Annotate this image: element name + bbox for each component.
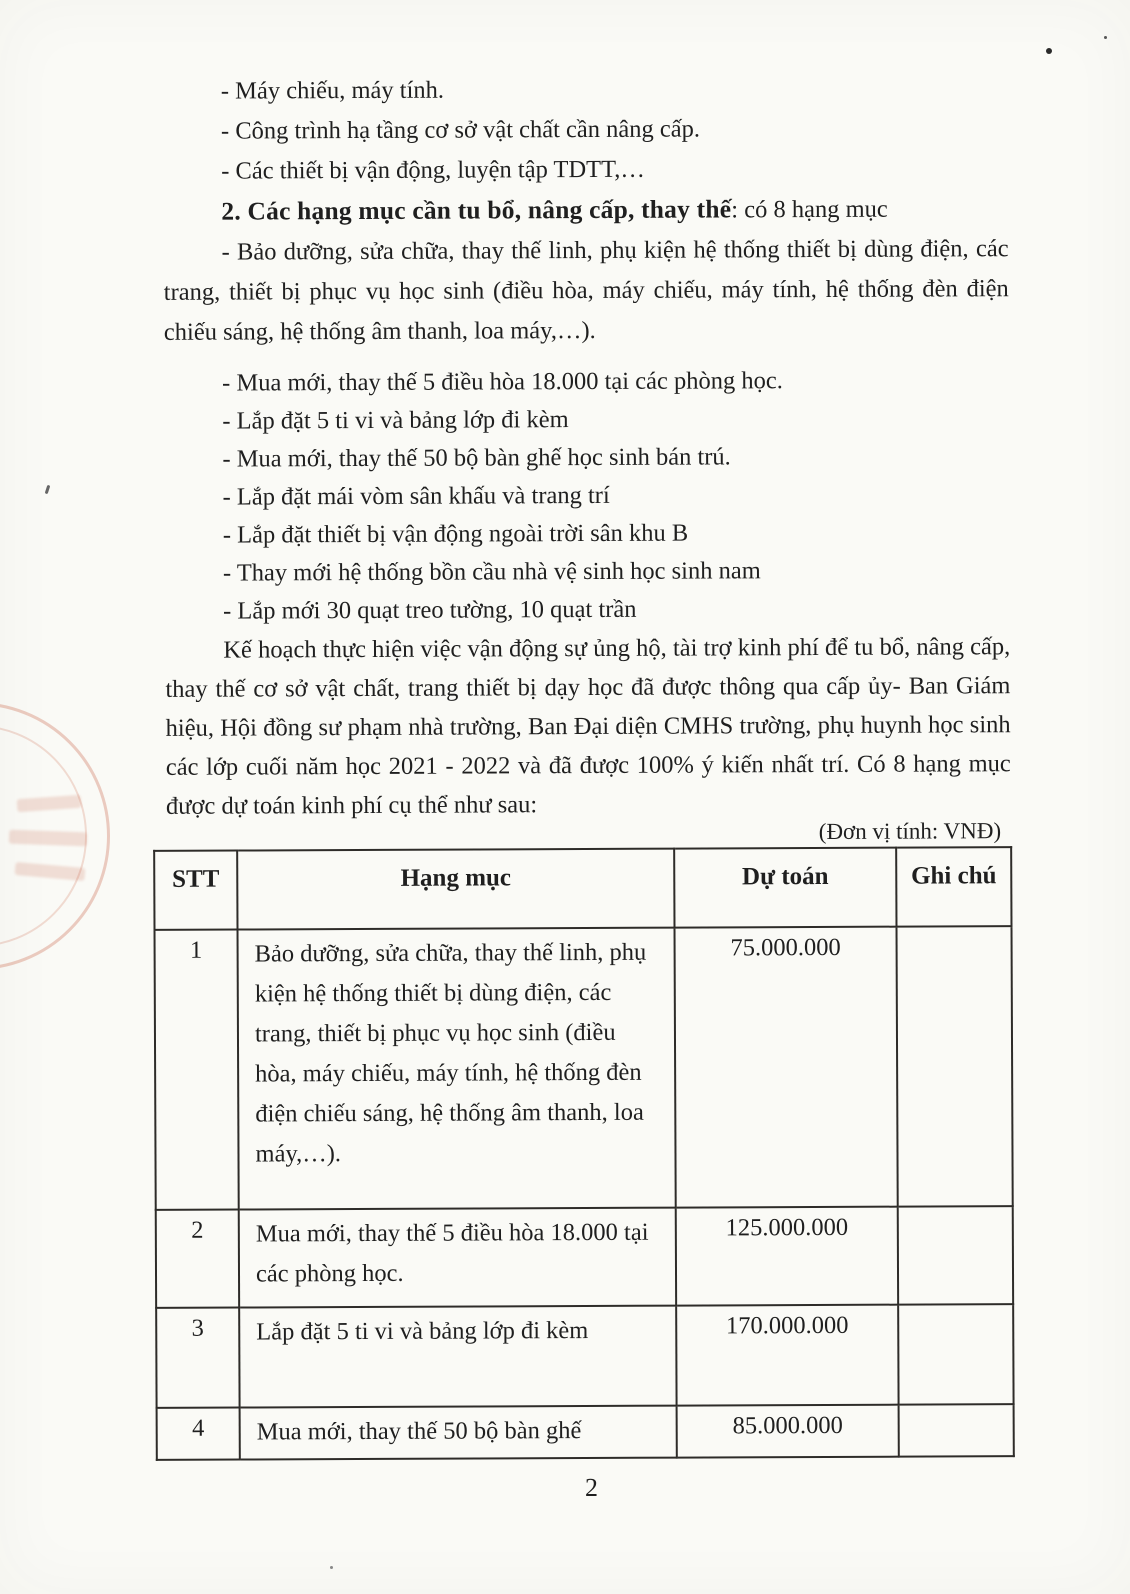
cell-ghi-chu [898, 1206, 1013, 1305]
cell-du-toan: 75.000.000 [675, 927, 898, 1208]
cell-stt: 1 [155, 930, 239, 1210]
bullet-line: - Lắp đặt thiết bị vận động ngoài trời sân khu B [222, 519, 689, 549]
section-heading-rest: : có 8 hạng mục [731, 195, 888, 224]
stamp-text-fragment [9, 830, 87, 847]
cell-hang-muc: Mua mới, thay thế 5 điều hòa 18.000 tại các phòng học. [239, 1208, 676, 1308]
bullet-line: - Mua mới, thay thế 5 điều hòa 18.000 tại các phòng học. [222, 367, 783, 397]
section-heading [163, 188, 1008, 233]
section-heading-bold: 2. Các hạng mục cần tu bổ, nâng cấp, thay thế [221, 194, 732, 226]
cell-stt: 4 [157, 1408, 240, 1460]
column-header-ghi-chu: Ghi chú [896, 847, 1011, 927]
bullet-list-items [164, 361, 1010, 631]
cell-ghi-chu [899, 1404, 1014, 1457]
scan-speck [45, 485, 51, 494]
cell-hang-muc: Bảo dưỡng, sửa chữa, thay thế linh, phụ kiện hệ thống thiết bị dùng điện, các trang, thiết bị phục vụ học sinh (điều hòa, máy chiếu, máy tính, hệ thống đèn điện chiếu sáng, hệ thống âm thanh, loa máy,…). [238, 928, 676, 1210]
bullet-list-equipment [162, 0, 1008, 192]
column-header-hang-muc: Hạng mục [237, 849, 674, 930]
bullet-line: - Lắp mới 30 quạt treo tường, 10 quạt trần [223, 595, 637, 625]
currency-unit-note: (Đơn vị tính: VNĐ) [818, 818, 1002, 844]
bullet-line: - Lắp đặt 5 ti vi và bảng lớp đi kèm [222, 406, 569, 435]
cell-du-toan: 125.000.000 [676, 1207, 898, 1306]
bullet-line: - Máy chiếu, máy tính. [220, 76, 445, 105]
table-row [156, 1206, 1013, 1308]
scan-speck [330, 1566, 333, 1569]
paragraph-plan: Kế hoạch thực hiện việc vận động sự ủng hộ, tài trợ kinh phí để tu bổ, nâng cấp, thay thế cơ sở vật chất, trang thiết bị dạy học đã được thông qua cấp ủy- Ban Giám hiệu, Hội đồng sư phạm nhà trường, Ban Đại diện CMHS trường, phụ huynh học sinh các lớp cuối năm học 2021 - 2022 và đã được 100% ý kiến nhất trí. Có 8 hạng mục được dự toán kinh phí cụ thể như sau: [165, 633, 1011, 820]
cell-ghi-chu [898, 1304, 1013, 1405]
scan-speck [1104, 36, 1107, 39]
cell-stt: 2 [156, 1210, 239, 1308]
table-row [156, 1304, 1013, 1408]
table-row [157, 1404, 1014, 1460]
document-content [162, 0, 1013, 1503]
budget-table [153, 846, 1015, 1461]
cell-du-toan: 170.000.000 [676, 1305, 898, 1406]
stamp-text-fragment [15, 862, 86, 881]
table-header-row [154, 847, 1011, 930]
cell-ghi-chu [896, 926, 1012, 1206]
scan-speck [1046, 48, 1052, 54]
bullet-line: - Công trình hạ tầng cơ sở vật chất cần nâng cấp. [220, 115, 701, 145]
bullet-line: - Mua mới, thay thế 50 bộ bàn ghế học sinh bán trú. [222, 443, 731, 473]
paragraph-maintenance: - Bảo dưỡng, sửa chữa, thay thế linh, phụ kiện hệ thống thiết bị dùng điện, các trang, thiết bị phục vụ học sinh (điều hòa, máy chiếu, máy tính, hệ thống đèn điện chiếu sáng, hệ thống âm thanh, loa máy,…). [163, 235, 1009, 346]
cell-hang-muc: Mua mới, thay thế 50 bộ bàn ghế [240, 1406, 677, 1460]
cell-stt: 3 [156, 1308, 239, 1408]
bullet-line: - Lắp đặt mái vòm sân khấu và trang trí [222, 481, 610, 511]
column-header-stt: STT [154, 851, 237, 930]
column-header-du-toan: Dự toán [674, 848, 896, 928]
cell-hang-muc: Lắp đặt 5 ti vi và bảng lớp đi kèm [239, 1306, 676, 1408]
official-stamp [0, 702, 110, 970]
table-row [155, 926, 1013, 1210]
cell-du-toan: 85.000.000 [677, 1405, 899, 1458]
page-number: 2 [584, 1472, 599, 1503]
bullet-line: - Thay mới hệ thống bồn cầu nhà vệ sinh học sinh nam [222, 557, 761, 587]
stamp-text-fragment [17, 795, 82, 812]
bullet-line: - Các thiết bị vận động, luyện tập TDTT,… [221, 155, 645, 185]
